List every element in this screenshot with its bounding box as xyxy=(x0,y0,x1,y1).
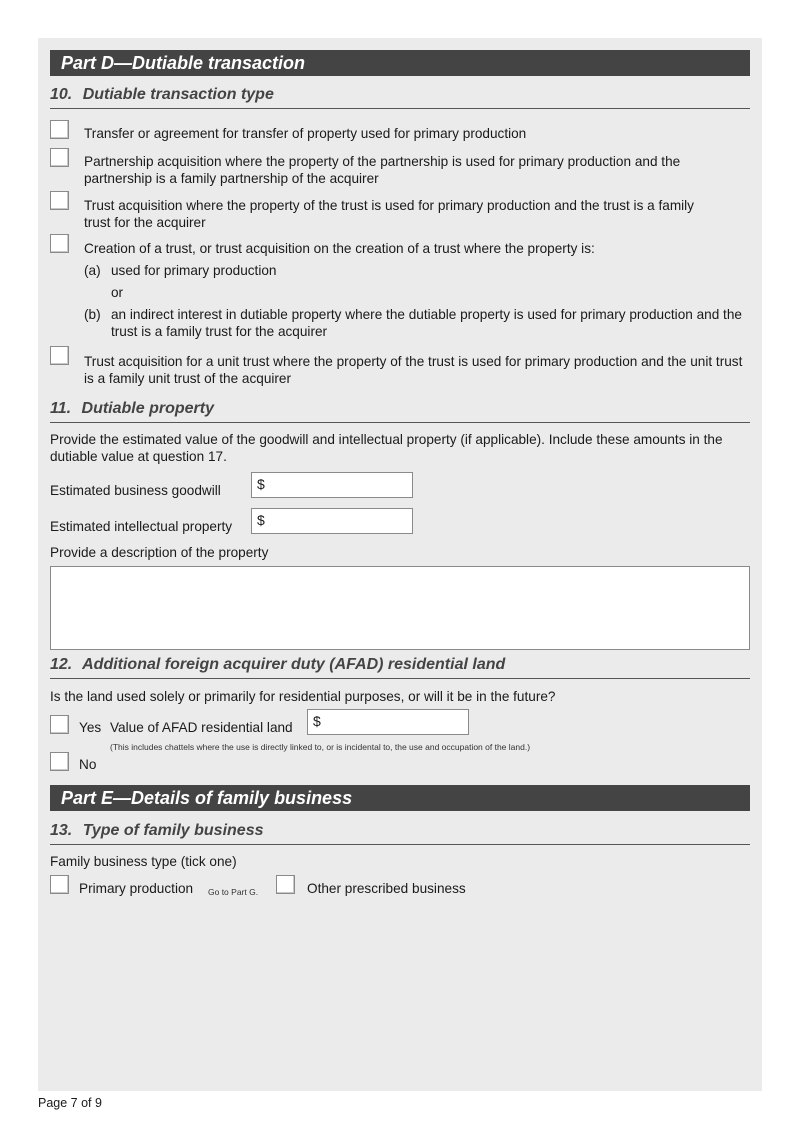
afad-yes-checkbox[interactable] xyxy=(50,715,69,734)
question-11-number: 11. xyxy=(50,400,72,417)
question-10-title: Dutiable transaction type xyxy=(82,86,274,103)
question-13-title: Type of family business xyxy=(82,822,264,839)
trust-acquisition-option-label: Trust acquisition where the property of the trust is used for primary production and the trust is a family trust for the acquirer xyxy=(84,198,694,230)
afad-no-label: No xyxy=(79,757,97,772)
goodwill-input[interactable]: $ xyxy=(251,472,413,498)
partnership-option-label: Partnership acquisition where the property of the partnership is used for primary production and the partnership is a family partnership of the acquirer xyxy=(84,154,681,186)
sub-a-label: (a) xyxy=(84,263,101,278)
part-d-header: Part D—Dutiable transaction xyxy=(50,50,750,76)
afad-yes-label: Yes xyxy=(79,720,102,735)
transfer-option-label: Transfer or agreement for transfer of property used for primary production xyxy=(84,126,527,141)
afad-value-input[interactable]: $ xyxy=(307,709,469,735)
question-12-heading xyxy=(50,656,750,679)
other-business-checkbox[interactable] xyxy=(276,875,295,894)
afad-no-checkbox[interactable] xyxy=(50,752,69,771)
afad-value-note: (This includes chattels where the use is directly linked to, or is incidental to, the use and occupation of the land.) xyxy=(110,742,531,752)
goodwill-label: Estimated business goodwill xyxy=(50,483,221,498)
question-11-heading xyxy=(50,400,750,423)
primary-production-label: Primary production xyxy=(79,881,194,896)
family-business-type-prompt: Family business type (tick one) xyxy=(50,854,237,869)
sub-or-text: or xyxy=(111,285,124,300)
property-description-label: Provide a description of the property xyxy=(50,545,269,560)
property-description-textarea[interactable] xyxy=(50,566,750,650)
question-13-number: 13. xyxy=(50,822,73,839)
trust-acquisition-checkbox[interactable] xyxy=(50,191,69,210)
question-12-title: Additional foreign acquirer duty (AFAD) residential land xyxy=(82,656,506,673)
question-13-heading xyxy=(50,822,750,845)
form-panel xyxy=(38,38,762,1091)
dutiable-property-intro: Provide the estimated value of the goodwill and intellectual property (if applicable). Include these amounts in the dutiable value at question 17. xyxy=(50,432,723,464)
question-10-heading xyxy=(50,86,750,109)
question-10-number: 10. xyxy=(50,86,73,103)
intellectual-property-label: Estimated intellectual property xyxy=(50,519,233,534)
residential-land-question: Is the land used solely or primarily for residential purposes, or will it be in the future? xyxy=(50,689,556,704)
other-business-label: Other prescribed business xyxy=(307,881,466,896)
sub-a-text: used for primary production xyxy=(111,263,277,278)
afad-value-label: Value of AFAD residential land xyxy=(110,720,293,735)
primary-production-checkbox[interactable] xyxy=(50,875,69,894)
trust-creation-option-label: Creation of a trust, or trust acquisition on the creation of a trust where the property is: xyxy=(84,241,595,256)
partnership-checkbox[interactable] xyxy=(50,148,69,167)
sub-b-label: (b) xyxy=(84,307,101,322)
unit-trust-option-label: Trust acquisition for a unit trust where the property of the trust is used for primary production and the unit trust is a family unit trust of the acquirer xyxy=(84,354,743,386)
trust-creation-checkbox[interactable] xyxy=(50,234,69,253)
sub-b-text: an indirect interest in dutiable property where the dutiable property is used for primary production and the trust is a family trust for the acquirer xyxy=(111,307,742,339)
page-number: Page 7 of 9 xyxy=(38,1096,102,1110)
unit-trust-checkbox[interactable] xyxy=(50,346,69,365)
question-12-number: 12. xyxy=(50,656,73,673)
transfer-checkbox[interactable] xyxy=(50,120,69,139)
part-e-header: Part E—Details of family business xyxy=(50,785,750,811)
intellectual-property-input[interactable]: $ xyxy=(251,508,413,534)
primary-production-note: Go to Part G. xyxy=(208,887,259,897)
question-11-title: Dutiable property xyxy=(81,400,214,417)
